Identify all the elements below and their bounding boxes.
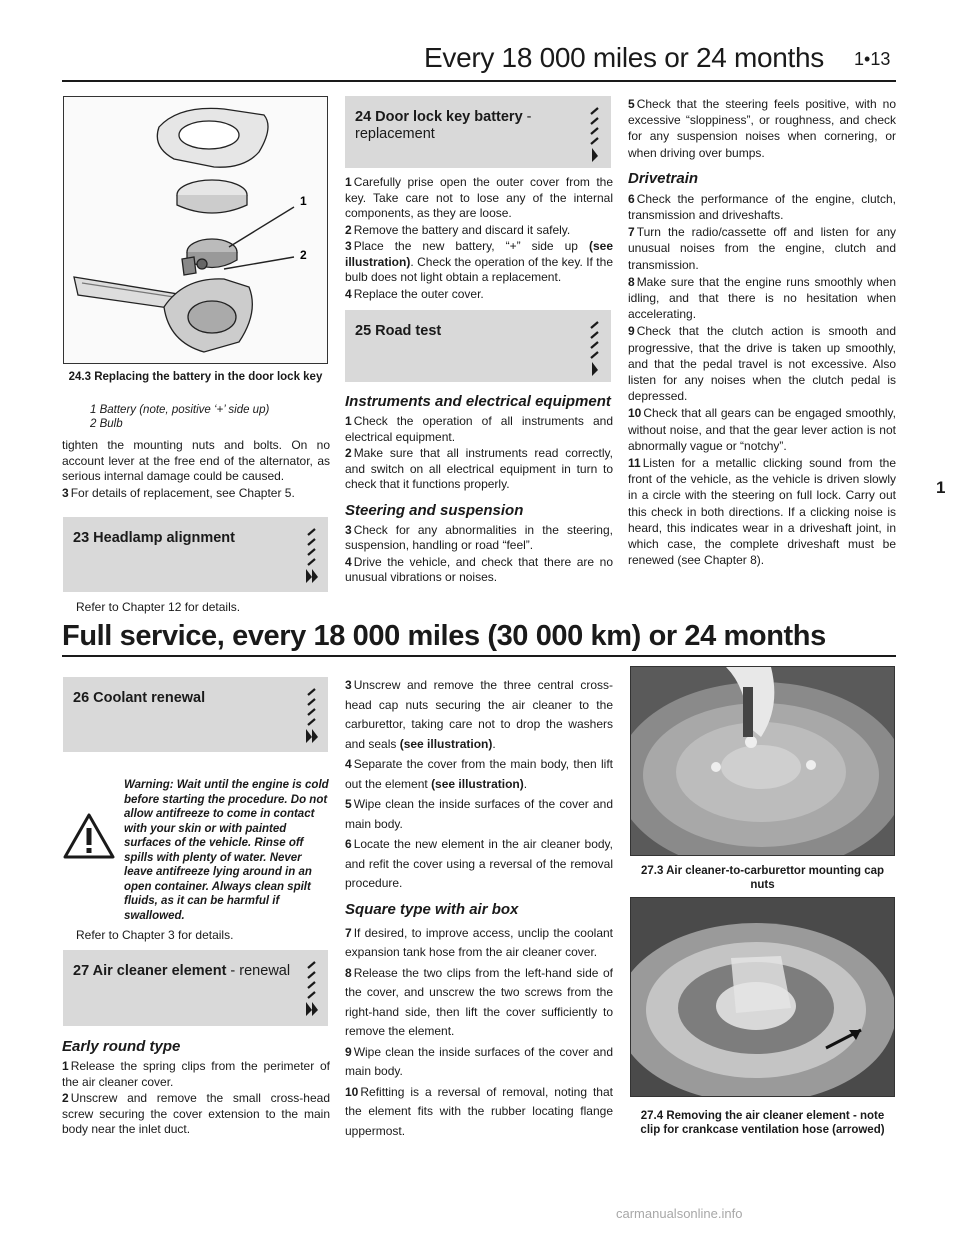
difficulty-spanner-icon	[302, 525, 320, 587]
element-removal-photo-image	[631, 898, 895, 1097]
section-27-box	[63, 950, 328, 1026]
section-27-subtitle: - renewal	[226, 963, 291, 979]
warning-text: Warning: Wait until the engine is cold before starting the procedure. Do not allow antifreeze to come in contact with your skin or with painted surfaces of the vehicle. Rinse off spills with plenty of water. Never leave antifreeze lying around in an open container. Always clean spilt fluids, as it can be harmful if swallowed.	[124, 779, 329, 922]
difficulty-spanner-icon	[585, 318, 603, 380]
section-25-box	[345, 310, 611, 382]
subheading-square-type: Square type with air box	[345, 900, 519, 918]
full-service-title: Full service, every 18 000 miles (30 000 km) or 24 months	[62, 620, 826, 652]
subheading-early-round: Early round type	[62, 1038, 181, 1055]
col2-bottom-text: 3 Unscrew and remove the three central cross-head cap nuts securing the air cleaner to the carburettor, taking care not to drop the washers and seals (see illustration). 4 Separate the cover from the main body, then lift out the element (see illustration). 5 Wipe clean the inside surfaces of the cover and main body. 6 Locate the new element in the air cleaner body, and refit the cover using a reversal of the removal procedure. Square type with air box 7 If desired, to improve access, unclip the coolant expansion tank hose from the air cleaner cover. 8 Release the two clips from the left-hand side of the cover, and unscrew the two screws from the right-hand side, then lift the cover sufficiently to remove the element. 9 Wipe clean the inside surfaces of the cover and main body. 10 Refitting is a reversal of removal, noting that the element fits with the rubber locating flange uppermost.	[345, 678, 613, 1138]
section-27-text: Early round type 1 Release the spring clips from the perimeter of the air cleaner cover. 2 Unscrew and remove the small cross-head screw securing the cover extension to the main body near the inlet duct.	[62, 1038, 330, 1136]
section-24-title: 24 Door lock key battery	[355, 109, 523, 125]
section-23-text: Refer to Chapter 12 for details.	[76, 600, 241, 614]
figure-caption-24-3: 24.3 Replacing the battery in the door lock key	[68, 371, 323, 383]
section-23-title: 23 Headlamp alignment	[73, 530, 235, 546]
fig-label-2: 2	[300, 248, 307, 262]
difficulty-spanner-icon	[302, 958, 320, 1020]
full-service-rule	[62, 655, 896, 657]
figure-key-battery	[63, 96, 328, 364]
figure-legend-2: 2 Bulb	[90, 418, 123, 430]
key-illustration	[64, 97, 328, 364]
chapter-tab: 1	[936, 478, 946, 497]
page-header-title: Every 18 000 miles or 24 months	[424, 42, 825, 73]
col3-top-text: 5 Check that the steering feels positive, with no excessive “sloppiness”, or roughness, and check for any suspension noises when cornering, or when driving over bumps. Drivetrain 6 Check the performance of the engine, clutch, transmission and driveshafts. 7 Turn the radio/cassette off and listen for any unusual noises from the engine, clutch and transmission. 8 Make sure that the engine runs smoothly when idling, and that there is no hesitation when accelerating. 9 Check that the clutch action is smooth and progressive, that the drive is taken up smoothly, and that the pedal travel is not excessive. Also listen for any noises when the clutch pedal is depressed. 10 Check that all gears can be engaged smoothly, without noise, and that the gear lever action is not abnormally vague or “notchy”. 11 Listen for a metallic clicking sound from the front of the vehicle, as the vehicle is driven slowly in a circle with the steering on full lock. Carry out this check in both directions. If a clicking noise is heard, this indicates wear in a driveshaft joint, in which case, the complete driveshaft must be renewed (see Chapter 8).	[628, 97, 896, 568]
figure-caption-27-4: 27.4 Removing the air cleaner element - note clip for crankcase ventilation hose (arrowed)	[640, 1110, 885, 1136]
difficulty-spanner-icon	[302, 685, 320, 747]
section-23-box	[63, 517, 328, 592]
section-24-text: 1 Carefully prise open the outer cover from the key. Take care not to lose any of the internal components, as they are loose. 2 Remove the battery and discard it safely. 3 Place the new battery, “+” side up (see illustration). Check the operation of the key. If the bulb does not light obtain a replacement. 4 Replace the outer cover.	[345, 175, 613, 301]
watermark: carmanualsonline.info	[616, 1206, 743, 1221]
page-number: 1•13	[854, 49, 891, 69]
section-24-subtitle: - replacement	[355, 109, 532, 142]
figure-caption-27-3: 27.3 Air cleaner-to-carburettor mounting cap nuts	[640, 865, 885, 891]
subheading-steering: Steering and suspension	[345, 501, 524, 519]
col1-top-text	[62, 438, 330, 502]
difficulty-spanner-icon	[585, 104, 603, 166]
subheading-instruments: Instruments and electrical equipment	[345, 393, 611, 410]
figure-air-cleaner-photo	[630, 666, 895, 856]
subheading-drivetrain: Drivetrain	[628, 169, 699, 187]
section-26-text: Refer to Chapter 3 for details.	[76, 928, 234, 942]
paragraph: tighten the mounting nuts and bolts. On no account lever at the free end of the alternator, as serious internal damage could be caused.	[62, 438, 330, 483]
section-25-text: Instruments and electrical equipment 1 Check the operation of all instruments and electrical equipment. 2 Make sure that all instruments read correctly, and switch on all electrical equipment in turn to check that it functions properly. Steering and suspension 3 Check for any abnormalities in the steering, suspension, handling or road “feel”. 4 Drive the vehicle, and check that there are no unusual vibrations or noises.	[345, 393, 613, 584]
section-27-title: 27 Air cleaner element	[73, 963, 227, 979]
section-26-title: 26 Coolant renewal	[73, 690, 206, 706]
section-25-title: 25 Road test	[355, 323, 442, 339]
section-26-box	[63, 677, 328, 752]
paragraph: 3 For details of replacement, see Chapter 5.	[62, 485, 295, 500]
fig-label-1: 1	[300, 194, 307, 208]
header-rule	[62, 80, 896, 82]
section-24-box	[345, 96, 611, 168]
air-cleaner-photo-image	[631, 667, 895, 856]
figure-element-removal-photo	[630, 897, 895, 1097]
figure-legend-1: 1 Battery (note, positive ‘+’ side up)	[90, 404, 270, 416]
